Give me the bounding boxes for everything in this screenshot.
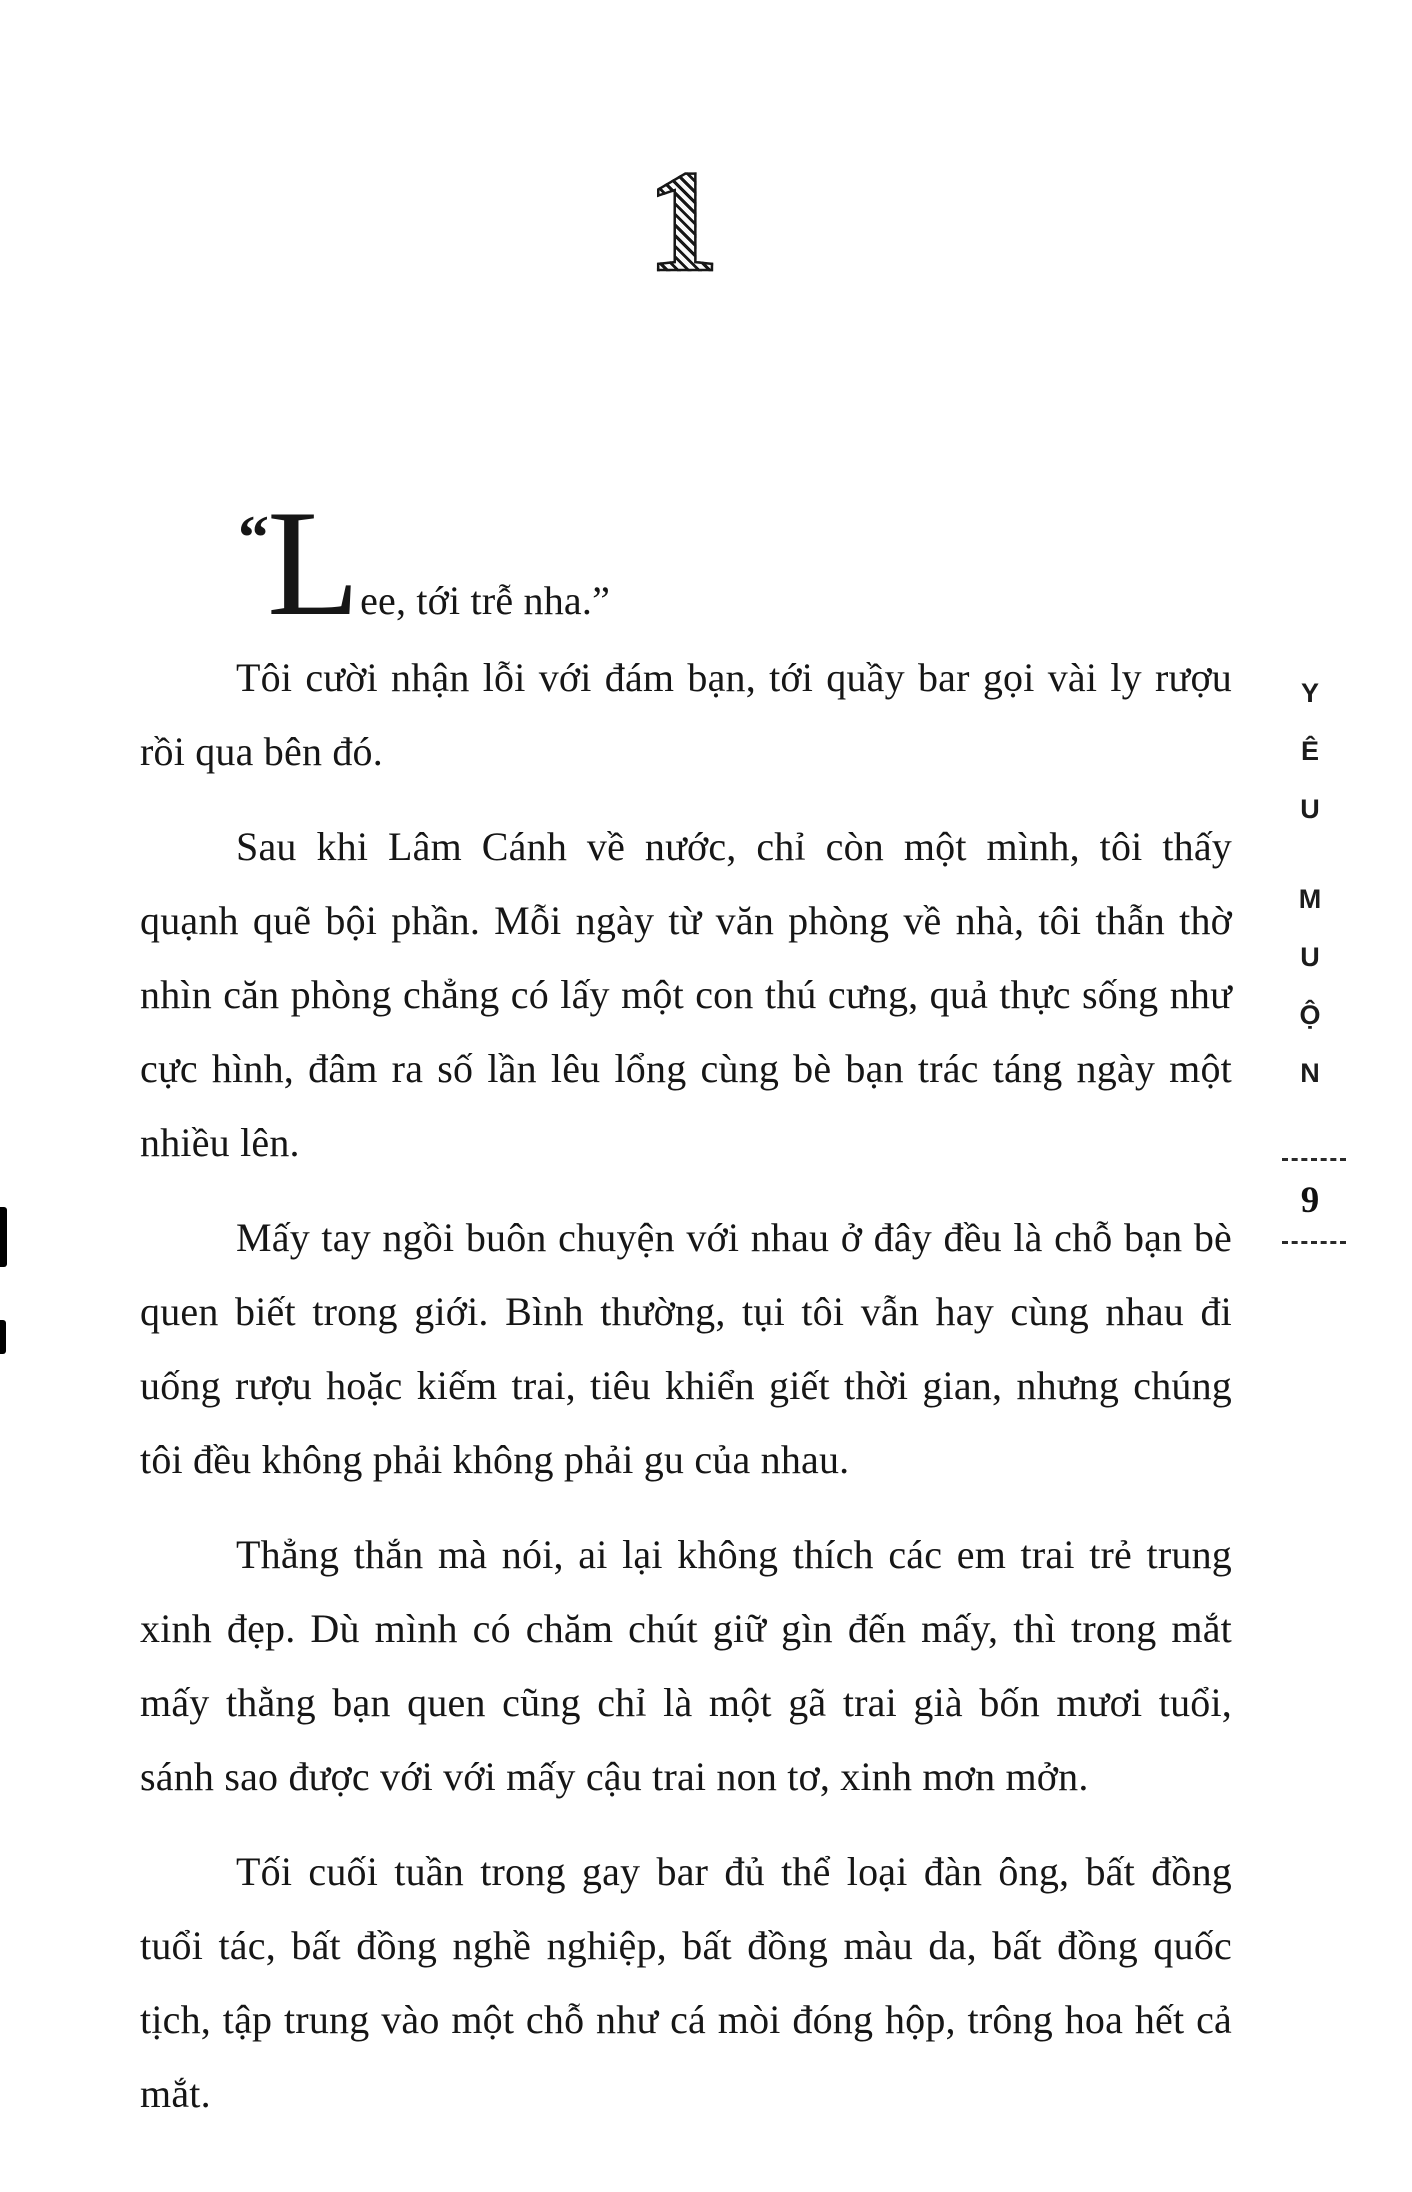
scan-artifact [0, 1207, 7, 1267]
page-number: 9 [1300, 1180, 1320, 1221]
margin-word-gap [1282, 842, 1338, 874]
margin-title-letter: Ộ [1299, 1000, 1321, 1030]
body-paragraph: Sau khi Lâm Cánh về nước, chỉ còn một mình, tôi thấy quạnh quẽ bội phần. Mỗi ngày từ văn phòng về nhà, tôi thẫn thờ nhìn căn phòng chẳng có lấy một con thú cưng, quả thực sống như cực hình, đâm ra số lần lêu lổng cùng bè bạn trác táng ngày một nhiều lên. [140, 823, 1232, 1165]
body-paragraph: Tối cuối tuần trong gay bar đủ thể loại đàn ông, bất đồng tuổi tác, bất đồng nghề nghiệp, bất đồng màu da, bất đồng quốc tịch, tập trung vào một chỗ như cá mòi đóng hộp, trông hoa hết cả mắt. [140, 1848, 1232, 2116]
page-number-rule-bottom [1282, 1241, 1346, 1244]
dropcap-paragraph-text: ee, tới trễ nha.” [360, 578, 611, 623]
margin-title-letter: U [1300, 794, 1320, 824]
margin-title-letter: Y [1300, 678, 1319, 708]
body-paragraph: Tôi cười nhận lỗi với đám bạn, tới quầy bar gọi vài ly rượu rồi qua bên đó. [140, 654, 1232, 774]
margin-title-letter: U [1300, 942, 1320, 972]
scan-artifact [0, 1320, 6, 1354]
opening-quote: “ [238, 504, 267, 572]
margin-title-letter: Ê [1300, 736, 1319, 766]
dropcap-letter: L [267, 479, 361, 647]
body-paragraph: Thẳng thắn mà nói, ai lại không thích các em trai trẻ trung xinh đẹp. Dù mình có chăm chút giữ gìn đến mấy, thì trong mắt mấy thằng bạn quen cũng chỉ là một gã trai già bốn mươi tuổi, sánh sao được với với mấy cậu trai non tơ, xinh mơn mởn. [140, 1531, 1232, 1799]
dropcap-paragraph [140, 479, 1232, 647]
margin-title-letter: N [1300, 1058, 1320, 1088]
body-paragraph: Mấy tay ngồi buôn chuyện với nhau ở đây đều là chỗ bạn bè quen biết trong giới. Bình thường, tụi tôi vẫn hay cùng nhau đi uống rượu hoặc kiếm trai, tiêu khiển giết thời gian, nhưng chúng tôi đều không phải không phải gu của nhau. [140, 1214, 1232, 1482]
chapter-number: 1 [646, 140, 720, 302]
margin-running-title [1282, 668, 1338, 1244]
margin-title-letter: M [1298, 884, 1322, 914]
text-column [140, 479, 1232, 2152]
